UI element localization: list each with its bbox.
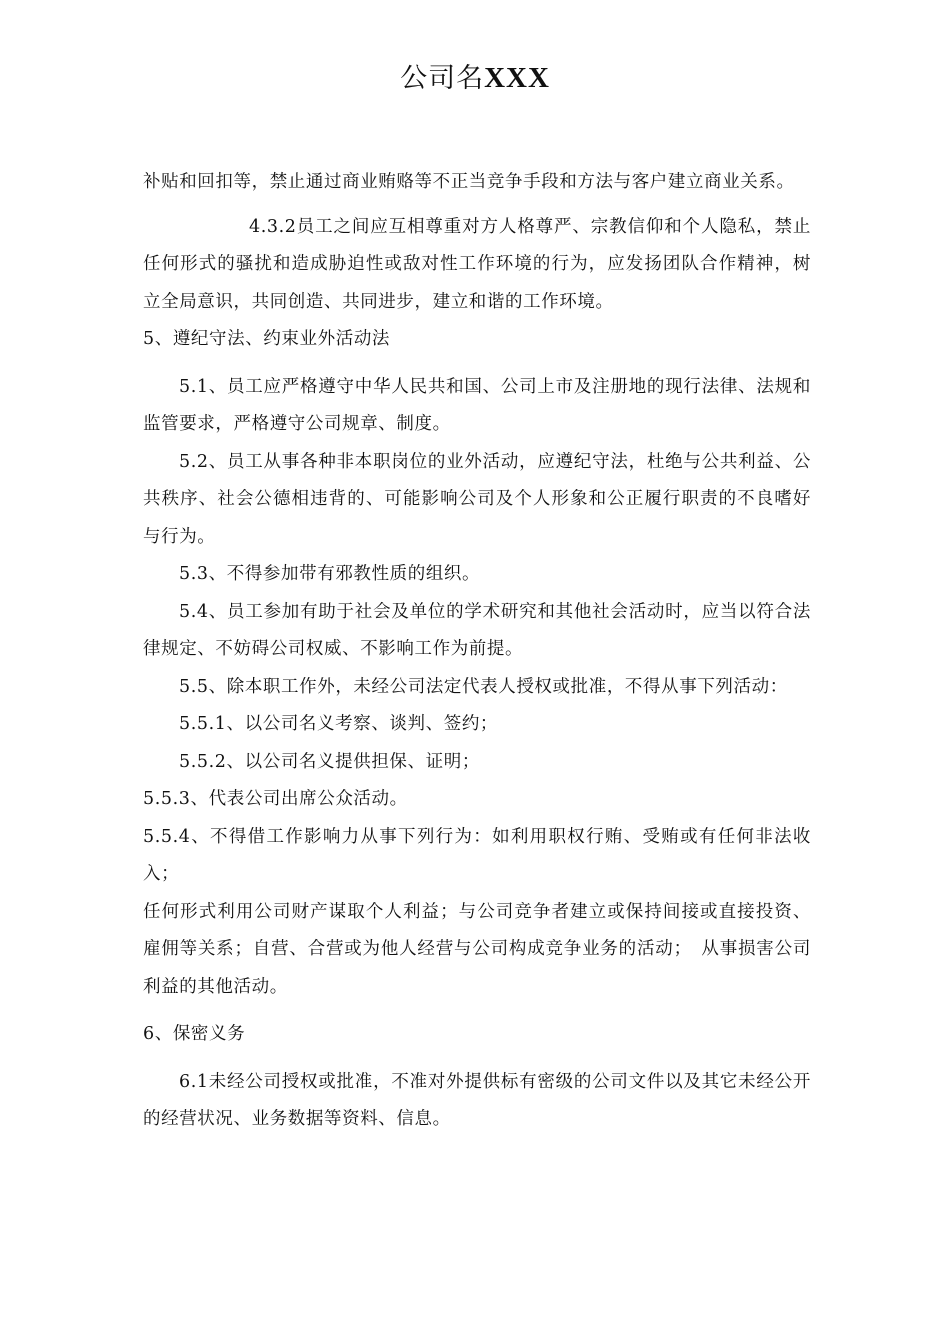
paragraph-5-5: 5.5、除本职工作外，未经公司法定代表人授权或批准，不得从事下列活动： <box>179 676 788 697</box>
paragraph-5-5-1: 5.5.1、以公司名义考察、谈判、签约； <box>179 714 499 734</box>
document-body <box>143 164 811 1139</box>
paragraph-5-5-4-continued: 任何形式利用公司财产谋取个人利益；与公司竞争者建立或保持间接或直接投资、雇佣等关系；自营、合营或为他人经营与公司构成竞争业务的活动； 从事损害公司利益的其他活动。 <box>143 901 811 997</box>
section-heading-6: 6、保密义务 <box>143 1024 246 1044</box>
company-name-label: 公司名 <box>400 63 485 94</box>
paragraph-5-5-3: 5.5.3、代表公司出席公众活动。 <box>143 789 408 809</box>
section-heading-5: 5、遵纪守法、约束业外活动法 <box>143 329 391 349</box>
paragraph-5-5-2: 5.5.2、以公司名义提供担保、证明； <box>179 751 480 772</box>
paragraph-5-5-4: 5.5.4、不得借工作影响力从事下列行为：如利用职权行贿、受贿或有任何非法收入； <box>143 826 811 884</box>
paragraph-continuation: 补贴和回扣等，禁止通过商业贿赂等不正当竞争手段和方法与客户建立商业关系。 <box>143 172 795 192</box>
paragraph-4-3-2: 4.3.2员工之间应互相尊重对方人格尊严、宗教信仰和个人隐私，禁止任何形式的骚扰和造成胁迫性或敌对性工作环境的行为，应发扬团队合作精神，树立全局意识，共同创造、共同进步，建立和谐的工作环境。 <box>143 216 811 312</box>
paragraph-6-1: 6.1未经公司授权或批准，不准对外提供标有密级的公司文件以及其它未经公开的经营状况、业务数据等资料、信息。 <box>143 1071 811 1129</box>
paragraph-5-2: 5.2、员工从事各种非本职岗位的业外活动，应遵纪守法，杜绝与公共利益、公共秩序、社会公德相违背的、可能影响公司及个人形象和公正履行职责的不良嗜好与行为。 <box>143 451 811 547</box>
paragraph-5-4: 5.4、员工参加有助于社会及单位的学术研究和其他社会活动时，应当以符合法律规定、不妨碍公司权威、不影响工作为前提。 <box>143 601 811 659</box>
page-title <box>0 58 950 99</box>
paragraph-5-1: 5.1、员工应严格遵守中华人民共和国、公司上市及注册地的现行法律、法规和监管要求，严格遵守公司规章、制度。 <box>143 376 811 434</box>
company-name-placeholder: XXX <box>484 62 550 94</box>
paragraph-5-3: 5.3、不得参加带有邪教性质的组织。 <box>179 564 481 584</box>
